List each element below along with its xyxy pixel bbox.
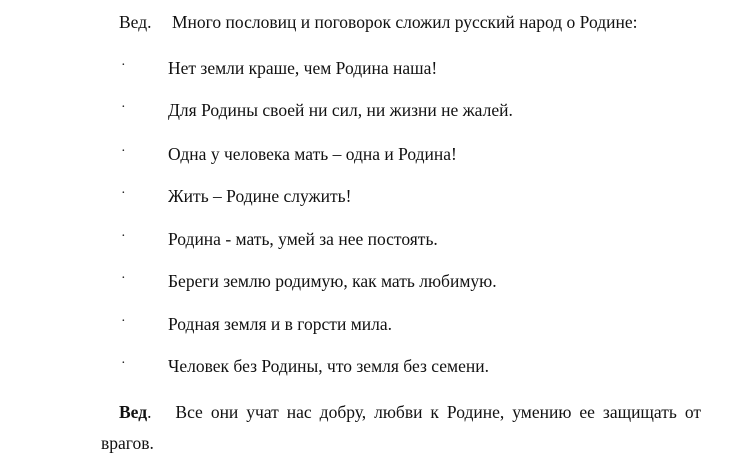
- proverb-list-item: [0, 314, 731, 338]
- bullet-icon: ·: [121, 58, 126, 73]
- proverb-text: Для Родины своей ни сил, ни жизни не жалей.: [168, 100, 513, 120]
- proverb-text: Родная земля и в горсти мила.: [168, 314, 393, 334]
- proverb-text: Нет земли краше, чем Родина наша!: [168, 58, 438, 78]
- intro-text: Много пословиц и поговорок сложил русский народ о Родине:: [172, 12, 638, 32]
- proverb-text: Береги землю родимую, как мать любимую.: [168, 271, 497, 291]
- closing-speaker-punct: .: [147, 402, 152, 422]
- bullet-icon: ·: [121, 356, 126, 371]
- intro-speaker: Вед.: [119, 12, 152, 32]
- proverb-text: Одна у человека мать – одна и Родина!: [168, 144, 457, 164]
- proverb-list-item: [0, 100, 731, 124]
- bullet-icon: ·: [121, 186, 126, 201]
- bullet-icon: ·: [121, 100, 126, 115]
- proverb-list-item: [0, 229, 731, 253]
- bullet-icon: ·: [121, 229, 126, 244]
- proverb-list-item: [0, 58, 731, 82]
- proverb-text: Жить – Родине служить!: [168, 186, 352, 206]
- intro-paragraph: [119, 12, 637, 33]
- proverb-list-item: [0, 356, 731, 380]
- proverb-list-item: [0, 271, 731, 295]
- proverb-text: Человек без Родины, что земля без семени.: [168, 356, 489, 376]
- closing-speaker: Вед: [119, 402, 148, 422]
- bullet-icon: ·: [121, 314, 126, 329]
- bullet-icon: ·: [121, 271, 126, 286]
- proverb-text: Родина - мать, умей за нее постоять.: [168, 229, 438, 249]
- proverb-list-item: [0, 186, 731, 210]
- closing-paragraph: [101, 397, 701, 459]
- closing-text: Все они учат нас добру, любви к Родине, умению ее защищать от врагов.: [101, 402, 702, 453]
- bullet-icon: ·: [121, 144, 126, 159]
- proverb-list-item: [0, 144, 731, 168]
